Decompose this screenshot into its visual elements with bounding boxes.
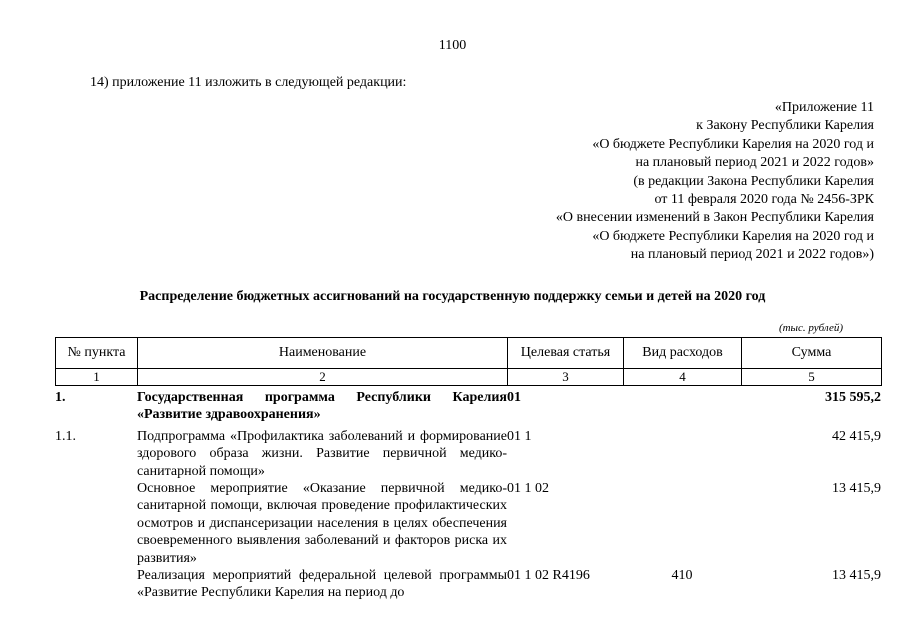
row-sum: 13 415,9	[832, 568, 881, 584]
column-number-row	[56, 369, 882, 386]
row-sum: 13 415,9	[832, 481, 881, 497]
row-code: 01 1 02 R4196	[507, 568, 590, 584]
row-number	[55, 567, 137, 602]
header-cell-code: Целевая статья	[508, 338, 624, 369]
appendix-line: «О бюджете Республики Карелия на 2020 год и	[592, 228, 874, 244]
page-number: 1100	[438, 38, 467, 53]
row-name: Подпрограмма «Профилактика заболеваний и формирование здорового образа жизни. Развитие первичной медико-санитарной помощи»	[137, 428, 507, 479]
appendix-line: «О бюджете Республики Карелия на 2020 год и	[592, 136, 874, 152]
appendix-line: на плановый период 2021 и 2022 годов»	[635, 155, 874, 171]
appendix-line: к Закону Республики Карелия	[696, 118, 874, 134]
row-code: 01 1	[507, 428, 532, 444]
document-title: Распределение бюджетных ассигнований на государственную поддержку семьи и детей на 2020 год	[139, 289, 766, 304]
row-type	[623, 428, 741, 480]
row-number: 1.1.	[55, 428, 76, 444]
row-sum: 42 415,9	[832, 428, 881, 444]
appendix-line: на плановый период 2021 и 2022 годов»)	[630, 247, 874, 263]
row-code: 01 1 02	[507, 481, 549, 497]
header-cell-type: Вид расходов	[624, 338, 742, 369]
appendix-line: от 11 февраля 2020 года № 2456-ЗРК	[654, 192, 874, 208]
row-number: 1.	[55, 390, 66, 405]
table-row	[55, 567, 881, 602]
header-cell-name: Наименование	[138, 338, 508, 369]
row-sum: 315 595,2	[825, 390, 881, 405]
row-type	[623, 389, 741, 428]
row-type	[623, 480, 741, 567]
appendix-block	[556, 99, 874, 265]
row-name: Основное мероприятие «Оказание первичной медико-санитарной помощи, включая проведение профилактических осмотров и диспансеризации населения в целях обеспечения своевременного выявления заболеваний и факторов риска их развития»	[137, 481, 507, 566]
table-row	[55, 389, 881, 428]
header-cell-number: № пункта	[56, 338, 138, 369]
appendix-line: «Приложение 11	[774, 100, 874, 115]
column-number-cell: 2	[138, 369, 508, 386]
column-number-cell: 5	[742, 369, 882, 386]
row-name: Реализация мероприятий федеральной целевой программы «Развитие Республики Карелия на период до	[137, 568, 507, 601]
column-number-cell: 1	[56, 369, 138, 386]
appendix-line: «О внесении изменений в Закон Республики Карелия	[555, 210, 874, 226]
header-row	[56, 338, 882, 369]
row-type: 410	[671, 568, 693, 584]
header-cell-sum: Сумма	[742, 338, 882, 369]
units-label: (тыс. рублей)	[778, 322, 843, 334]
table-row	[55, 428, 881, 480]
row-name: Государственная программа Республики Карелия «Развитие здравоохранения»	[137, 390, 507, 423]
column-number-cell: 3	[508, 369, 624, 386]
column-number-cell: 4	[624, 369, 742, 386]
row-code: 01	[507, 390, 521, 405]
table-header	[55, 337, 882, 386]
appendix-line: (в редакции Закона Республики Карелия	[633, 173, 874, 189]
table-row	[55, 480, 881, 567]
table-body	[55, 389, 881, 602]
intro-text: 14) приложение 11 изложить в следующей редакции:	[90, 75, 407, 90]
row-number	[55, 480, 137, 567]
